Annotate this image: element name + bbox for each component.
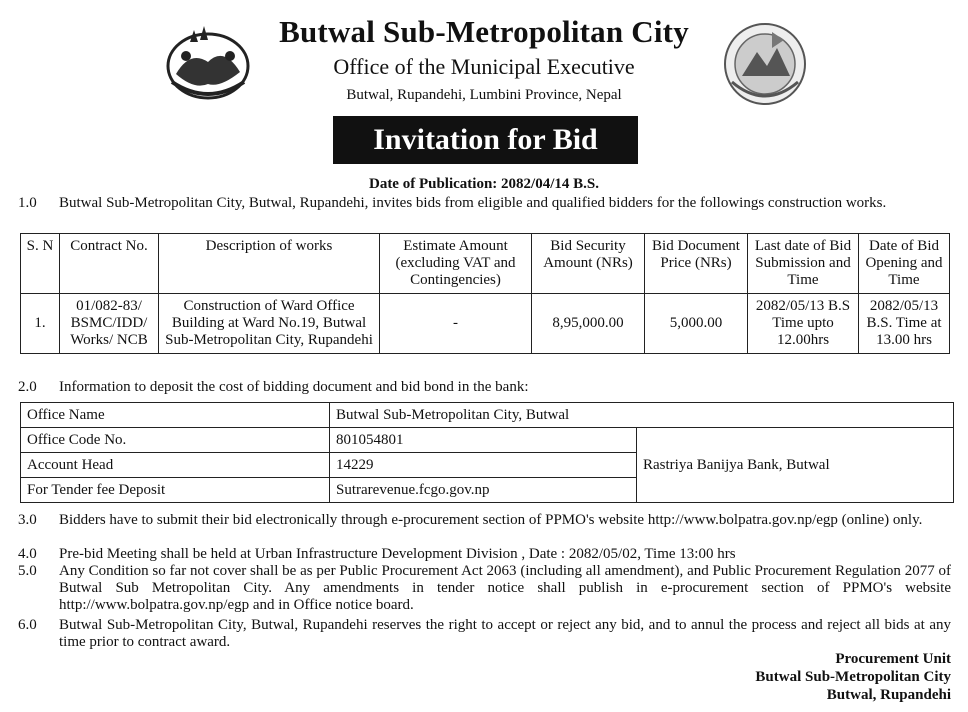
section-1-text: Butwal Sub-Metropolitan City, Butwal, Rupandehi, invites bids from eligible and qualified bidders for the followings construction works. xyxy=(59,195,887,211)
section-5-text: Any Condition so far not cover shall be as per Public Procurement Act 2063 (including all amendment), and Public Procurement Regulation 2077 of Butwal Sub Metropolitan City. Any amendments in tender notice shall publish in e-procurement section of PPMO's website http://www.bolpatra.gov.np/egp and in Office notice board. xyxy=(59,563,951,613)
row-opening: 2082/05/13 B.S. Time at 13.00 hrs xyxy=(859,294,950,354)
bid-table-header xyxy=(21,234,950,294)
section-6-number: 6.0 xyxy=(18,617,37,633)
section-2-number: 2.0 xyxy=(18,379,37,395)
section-4-number: 4.0 xyxy=(18,546,37,562)
publication-date: Date of Publication: 2082/04/14 B.S. xyxy=(368,176,599,192)
office-name-label: Office Name xyxy=(21,403,330,428)
office-code-value: 801054801 xyxy=(330,428,637,453)
account-table xyxy=(20,402,954,503)
invitation-banner: Invitation for Bid xyxy=(333,116,638,164)
tender-fee-label: For Tender fee Deposit xyxy=(21,478,330,503)
section-3-text: Bidders have to submit their bid electronically through e-procurement section of PPMO's website http://www.bolpatra.gov.np/egp (online) only. xyxy=(59,512,923,528)
section-6-text: Butwal Sub-Metropolitan City, Butwal, Rupandehi reserves the right to accept or reject any bid, and to annul the process and reject all bids at any time prior to contract award. xyxy=(59,617,951,650)
header-doc-price: Bid Document Price (NRs) xyxy=(645,234,748,294)
table-row xyxy=(21,294,950,354)
office-name-value: Butwal Sub-Metropolitan City, Butwal xyxy=(330,403,954,428)
header-description: Description of works xyxy=(159,234,380,294)
section-1-number: 1.0 xyxy=(18,195,37,211)
signature-line-1: Procurement Unit xyxy=(835,651,951,667)
header-last-date: Last date of Bid Submission and Time xyxy=(748,234,859,294)
row-description: Construction of Ward Office Building at Ward No.19, Butwal Sub-Metropolitan City, Rupandehi xyxy=(159,294,380,354)
bank-name: Rastriya Banijya Bank, Butwal xyxy=(637,428,954,503)
section-3-number: 3.0 xyxy=(18,512,37,528)
header-estimate: Estimate Amount (excluding VAT and Contingencies) xyxy=(380,234,532,294)
signature-block xyxy=(755,650,951,704)
row-bid-security: 8,95,000.00 xyxy=(532,294,645,354)
office-subtitle: Office of the Municipal Executive xyxy=(333,54,635,79)
header-contract: Contract No. xyxy=(60,234,159,294)
row-sn: 1. xyxy=(21,294,60,354)
section-4-text: Pre-bid Meeting shall be held at Urban Infrastructure Development Division , Date : 2082/05/02, Time 13:00 hrs xyxy=(59,546,736,562)
signature-line-2: Butwal Sub-Metropolitan City xyxy=(755,669,951,685)
row-contract: 01/082-83/ BSMC/IDD/ Works/ NCB xyxy=(60,294,159,354)
table-row xyxy=(21,403,954,428)
signature-line-3: Butwal, Rupandehi xyxy=(826,687,951,703)
page-title: Butwal Sub-Metropolitan City xyxy=(279,14,689,49)
bid-table xyxy=(20,233,950,354)
header-opening: Date of Bid Opening and Time xyxy=(859,234,950,294)
tender-fee-value: Sutrarevenue.fcgo.gov.np xyxy=(330,478,637,503)
account-head-label: Account Head xyxy=(21,453,330,478)
row-estimate: - xyxy=(380,294,532,354)
office-code-label: Office Code No. xyxy=(21,428,330,453)
section-5-number: 5.0 xyxy=(18,563,37,579)
row-doc-price: 5,000.00 xyxy=(645,294,748,354)
header-bid-security: Bid Security Amount (NRs) xyxy=(532,234,645,294)
row-last-date: 2082/05/13 B.S Time upto 12.00hrs xyxy=(748,294,859,354)
header-sn: S. N xyxy=(21,234,60,294)
table-row xyxy=(21,428,954,453)
section-2-text: Information to deposit the cost of bidding document and bid bond in the bank: xyxy=(59,379,529,395)
account-head-value: 14229 xyxy=(330,453,637,478)
address: Butwal, Rupandehi, Lumbini Province, Nepal xyxy=(346,87,622,103)
